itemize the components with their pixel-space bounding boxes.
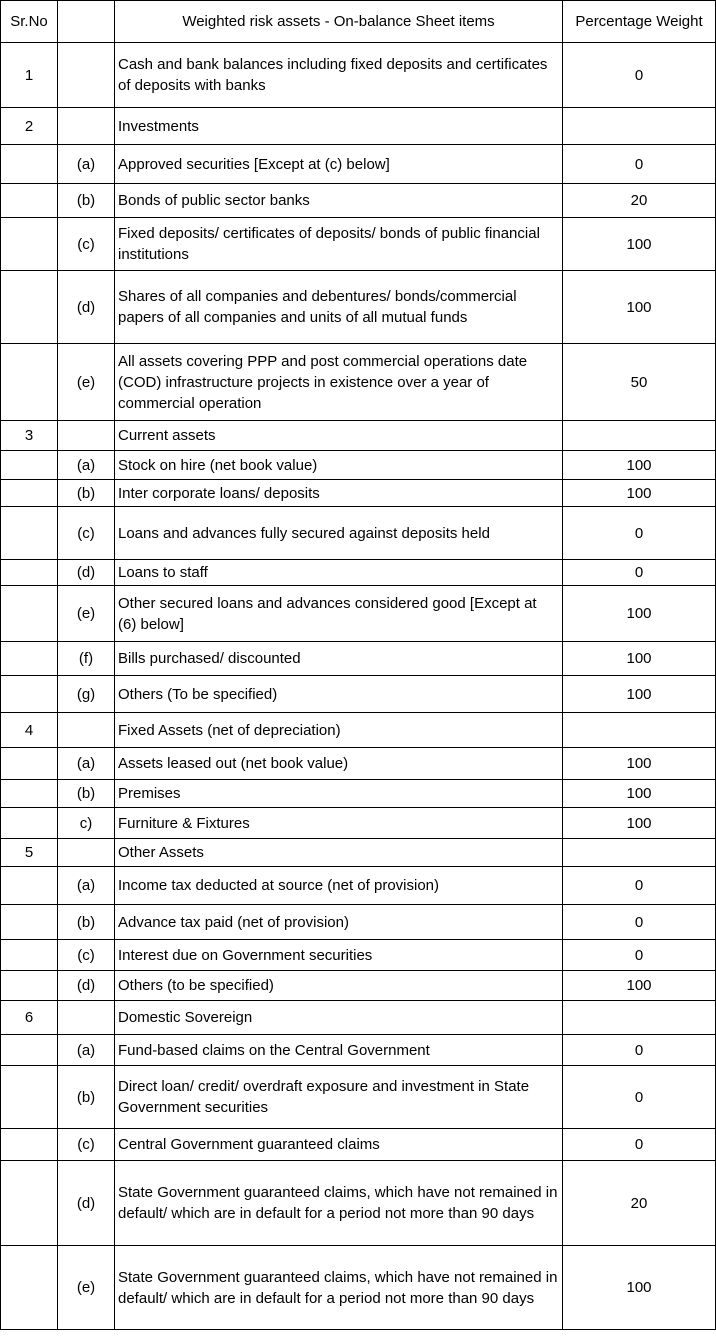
cell-weight: 0 (563, 1035, 716, 1066)
table-row (1, 184, 716, 218)
cell-weight: 0 (563, 905, 716, 940)
cell-item: Furniture & Fixtures (115, 808, 563, 839)
table-row (1, 43, 716, 108)
cell-sub: (e) (58, 344, 115, 421)
cell-weight: 20 (563, 1161, 716, 1246)
cell-item: Others (To be specified) (115, 676, 563, 713)
table-row (1, 108, 716, 145)
table-row (1, 421, 716, 451)
cell-srno: 4 (1, 713, 58, 748)
table-row (1, 808, 716, 839)
table-row (1, 271, 716, 344)
header-srno: Sr.No (1, 1, 58, 43)
cell-item: Stock on hire (net book value) (115, 451, 563, 480)
table-row (1, 480, 716, 507)
cell-sub (58, 108, 115, 145)
cell-weight (563, 1001, 716, 1035)
cell-srno (1, 642, 58, 676)
cell-item: Loans and advances fully secured against deposits held (115, 507, 563, 560)
cell-srno (1, 184, 58, 218)
cell-weight: 100 (563, 642, 716, 676)
cell-item: Investments (115, 108, 563, 145)
cell-weight (563, 839, 716, 867)
table-row (1, 560, 716, 586)
cell-item: State Government guaranteed claims, which have not remained in default/ which are in default for a period not more than 90 days (115, 1161, 563, 1246)
cell-weight: 0 (563, 145, 716, 184)
table-row (1, 1035, 716, 1066)
cell-item: Other secured loans and advances considered good [Except at (6) below] (115, 586, 563, 642)
cell-weight: 100 (563, 748, 716, 780)
cell-sub: (b) (58, 905, 115, 940)
cell-weight: 0 (563, 43, 716, 108)
cell-sub: (a) (58, 451, 115, 480)
cell-srno (1, 1161, 58, 1246)
cell-item: Fixed Assets (net of depreciation) (115, 713, 563, 748)
table-row (1, 1066, 716, 1129)
header-sub (58, 1, 115, 43)
cell-sub: (d) (58, 271, 115, 344)
table-header-row (1, 1, 716, 43)
cell-weight: 100 (563, 676, 716, 713)
table-row (1, 748, 716, 780)
cell-srno (1, 1066, 58, 1129)
cell-item: Loans to staff (115, 560, 563, 586)
cell-weight: 100 (563, 780, 716, 808)
cell-srno (1, 145, 58, 184)
cell-item: Central Government guaranteed claims (115, 1129, 563, 1161)
cell-item: State Government guaranteed claims, which have not remained in default/ which are in default for a period not more than 90 days (115, 1246, 563, 1330)
table-body (1, 43, 716, 1330)
table-row (1, 451, 716, 480)
cell-item: Shares of all companies and debentures/ bonds/commercial papers of all companies and units of all mutual funds (115, 271, 563, 344)
cell-srno (1, 971, 58, 1001)
cell-item: Direct loan/ credit/ overdraft exposure and investment in State Government securities (115, 1066, 563, 1129)
table-row (1, 344, 716, 421)
table-row (1, 218, 716, 271)
cell-item: Bonds of public sector banks (115, 184, 563, 218)
cell-weight: 100 (563, 586, 716, 642)
cell-sub: (a) (58, 867, 115, 905)
cell-sub: (d) (58, 1161, 115, 1246)
cell-srno (1, 808, 58, 839)
cell-weight: 0 (563, 560, 716, 586)
cell-item: Interest due on Government securities (115, 940, 563, 971)
cell-sub: (f) (58, 642, 115, 676)
cell-item: All assets covering PPP and post commercial operations date (COD) infrastructure projects in existence over a year of commercial operation (115, 344, 563, 421)
cell-srno (1, 271, 58, 344)
cell-sub (58, 713, 115, 748)
cell-weight: 20 (563, 184, 716, 218)
cell-weight (563, 421, 716, 451)
cell-sub: (a) (58, 145, 115, 184)
cell-sub: (b) (58, 1066, 115, 1129)
cell-sub: (c) (58, 1129, 115, 1161)
header-item: Weighted risk assets - On-balance Sheet items (115, 1, 563, 43)
table-row (1, 1001, 716, 1035)
cell-weight: 100 (563, 480, 716, 507)
cell-srno (1, 748, 58, 780)
table-row (1, 642, 716, 676)
cell-item: Bills purchased/ discounted (115, 642, 563, 676)
cell-sub (58, 839, 115, 867)
cell-weight: 100 (563, 451, 716, 480)
cell-weight: 0 (563, 1129, 716, 1161)
cell-weight: 100 (563, 971, 716, 1001)
cell-srno (1, 780, 58, 808)
table-row (1, 839, 716, 867)
cell-item: Cash and bank balances including fixed deposits and certificates of deposits with banks (115, 43, 563, 108)
cell-weight: 100 (563, 271, 716, 344)
cell-srno (1, 1246, 58, 1330)
cell-weight: 0 (563, 867, 716, 905)
cell-sub: (c) (58, 218, 115, 271)
cell-srno (1, 560, 58, 586)
cell-item: Approved securities [Except at (c) below] (115, 145, 563, 184)
cell-srno: 2 (1, 108, 58, 145)
cell-item: Domestic Sovereign (115, 1001, 563, 1035)
table-row (1, 867, 716, 905)
cell-item: Income tax deducted at source (net of provision) (115, 867, 563, 905)
cell-weight: 100 (563, 808, 716, 839)
cell-sub: (b) (58, 184, 115, 218)
cell-sub: c) (58, 808, 115, 839)
cell-weight: 0 (563, 940, 716, 971)
cell-srno: 3 (1, 421, 58, 451)
cell-srno (1, 218, 58, 271)
cell-item: Assets leased out (net book value) (115, 748, 563, 780)
cell-sub: (d) (58, 560, 115, 586)
cell-item: Inter corporate loans/ deposits (115, 480, 563, 507)
cell-sub: (c) (58, 940, 115, 971)
cell-srno: 6 (1, 1001, 58, 1035)
cell-srno (1, 867, 58, 905)
cell-weight: 100 (563, 218, 716, 271)
cell-srno (1, 1129, 58, 1161)
cell-weight: 0 (563, 1066, 716, 1129)
cell-weight: 0 (563, 507, 716, 560)
cell-item: Other Assets (115, 839, 563, 867)
cell-item: Fixed deposits/ certificates of deposits/ bonds of public financial institutions (115, 218, 563, 271)
cell-item: Others (to be specified) (115, 971, 563, 1001)
cell-sub (58, 1001, 115, 1035)
cell-sub: (a) (58, 748, 115, 780)
table-row (1, 145, 716, 184)
table-row (1, 780, 716, 808)
cell-srno: 1 (1, 43, 58, 108)
cell-sub: (a) (58, 1035, 115, 1066)
cell-sub (58, 421, 115, 451)
table-row (1, 940, 716, 971)
table-row (1, 676, 716, 713)
cell-sub: (e) (58, 586, 115, 642)
cell-srno: 5 (1, 839, 58, 867)
header-weight: Percentage Weight (563, 1, 716, 43)
cell-srno (1, 344, 58, 421)
cell-item: Premises (115, 780, 563, 808)
cell-srno (1, 507, 58, 560)
cell-srno (1, 676, 58, 713)
table-row (1, 586, 716, 642)
table-row (1, 1161, 716, 1246)
table-row (1, 1129, 716, 1161)
cell-srno (1, 940, 58, 971)
cell-sub: (d) (58, 971, 115, 1001)
cell-weight (563, 108, 716, 145)
cell-sub: (b) (58, 780, 115, 808)
table-row (1, 971, 716, 1001)
cell-srno (1, 586, 58, 642)
cell-srno (1, 451, 58, 480)
cell-weight (563, 713, 716, 748)
cell-srno (1, 480, 58, 507)
cell-sub: (c) (58, 507, 115, 560)
cell-sub (58, 43, 115, 108)
cell-srno (1, 1035, 58, 1066)
table-row (1, 1246, 716, 1330)
cell-sub: (e) (58, 1246, 115, 1330)
cell-weight: 50 (563, 344, 716, 421)
table-row (1, 713, 716, 748)
cell-item: Fund-based claims on the Central Government (115, 1035, 563, 1066)
cell-weight: 100 (563, 1246, 716, 1330)
cell-srno (1, 905, 58, 940)
cell-item: Current assets (115, 421, 563, 451)
cell-item: Advance tax paid (net of provision) (115, 905, 563, 940)
table-row (1, 507, 716, 560)
cell-sub: (b) (58, 480, 115, 507)
table-row (1, 905, 716, 940)
cell-sub: (g) (58, 676, 115, 713)
